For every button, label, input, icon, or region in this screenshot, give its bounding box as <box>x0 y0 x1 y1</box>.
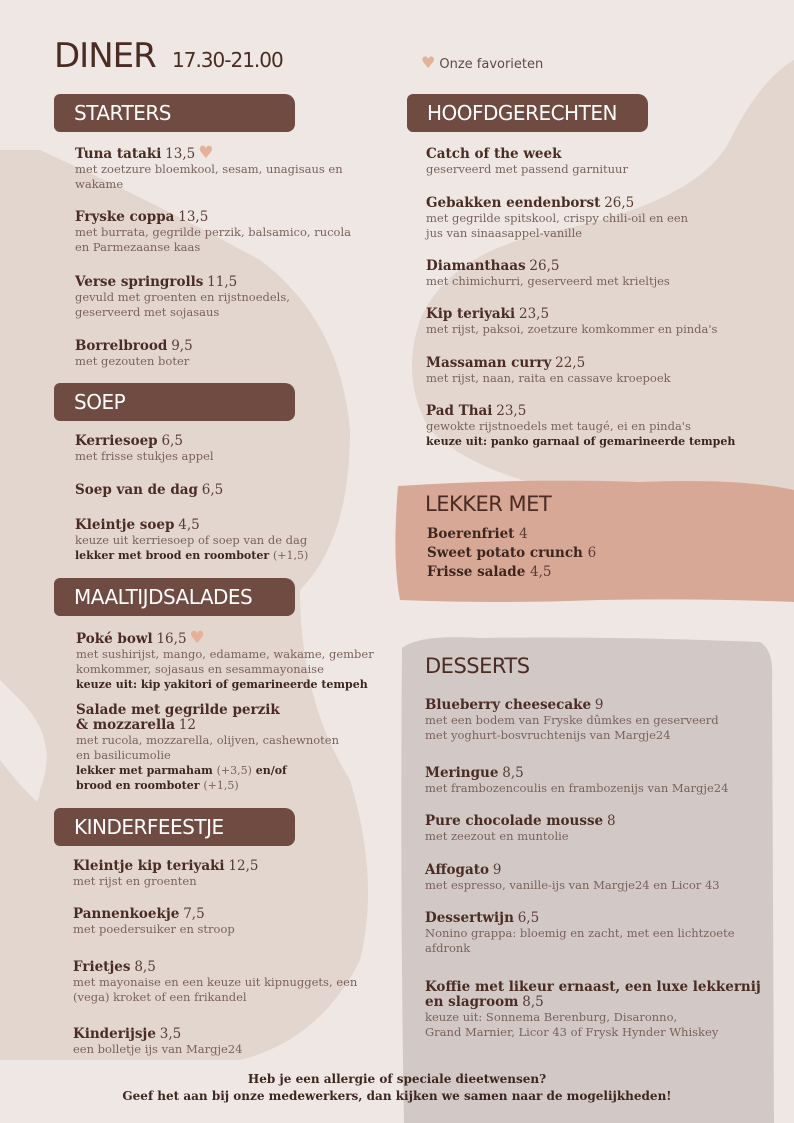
item-price: 6,5 <box>201 482 224 498</box>
item-name: & mozzarella <box>76 717 175 733</box>
item-desc: komkommer, sojasaus en sesammayonaise <box>76 662 324 676</box>
item-price: 4,5 <box>178 517 200 533</box>
item-name: Frisse salade <box>427 564 526 580</box>
menu-item <box>426 147 628 177</box>
item-extra-price: (+3,5) <box>216 764 252 777</box>
item-desc: met mayonaise en een keuze uit kipnuggets, een <box>73 975 358 989</box>
menu-item <box>426 259 670 289</box>
item-price: 8 <box>606 813 616 829</box>
item-name: Pure chocolade mousse <box>425 813 604 829</box>
item-name: Blueberry cheesecake <box>425 697 592 713</box>
item-desc: met gegrilde spitskool, crispy chili-oil en een <box>426 211 689 225</box>
item-price: 23,5 <box>518 306 550 322</box>
item-desc: keuze uit kerriesoep of soep van de dag <box>75 533 308 547</box>
item-name: Frietjes <box>73 959 131 975</box>
menu-item <box>425 863 720 893</box>
item-desc: met rucola, mozzarella, olijven, cashewnoten <box>76 733 340 747</box>
side-item <box>427 526 528 542</box>
item-name: Borrelbrood <box>75 338 168 354</box>
item-price: 6,5 <box>161 433 183 449</box>
menu-item <box>73 960 357 1005</box>
item-name: Affogato <box>425 862 489 878</box>
item-extra-price: (+1,5) <box>272 549 309 562</box>
item-name: Boerenfriet <box>427 526 515 542</box>
menu-item <box>75 143 343 192</box>
item-desc: en basilicumolie <box>76 748 171 762</box>
item-desc: keuze uit: Sonnema Berenburg, Disaronno, <box>425 1010 678 1024</box>
item-extra: lekker met parmaham <box>76 764 213 777</box>
section-lekker-met: LEKKER MET <box>425 492 552 516</box>
item-desc: met rijst, paksoi, zoetzure komkommer en pinda's <box>426 322 718 336</box>
item-name: Kleintje kip teriyaki <box>73 858 225 874</box>
item-desc: en Parmezaanse kaas <box>75 240 201 254</box>
item-desc: geserveerd met sojasaus <box>75 305 220 319</box>
section-desserts: DESSERTS <box>425 654 530 678</box>
menu-item <box>425 911 735 956</box>
allergy-note: Geef het aan bij onze medewerkers, dan kijken we samen naar de mogelijkheden! <box>122 1089 672 1103</box>
heart-icon: ♥ <box>421 53 436 72</box>
menu-item <box>426 196 688 241</box>
side-item <box>427 545 596 561</box>
item-name: Massaman curry <box>426 355 552 371</box>
item-desc: gevuld met groenten en rijstnoedels, <box>75 290 290 304</box>
item-price: 13,5 <box>178 209 209 225</box>
item-desc: met espresso, vanille-ijs van Margje24 en Licor 43 <box>425 878 720 892</box>
item-price: 7,5 <box>183 906 205 922</box>
item-extra: keuze uit: kip yakitori of gemarineerde tempeh <box>76 678 368 691</box>
item-extra: brood en roomboter <box>76 779 200 792</box>
item-price: 3,5 <box>159 1026 182 1042</box>
item-price: 4 <box>519 526 528 542</box>
item-desc: Nonino grappa: bloemig en zacht, met een lichtzoete <box>425 926 735 940</box>
item-desc: een bolletje ijs van Margje24 <box>73 1042 243 1056</box>
item-desc: met chimichurri, geserveerd met krieltjes <box>426 274 670 288</box>
item-extra: en/of <box>255 764 287 777</box>
item-price: 9 <box>492 862 502 878</box>
item-price: 12,5 <box>228 858 259 874</box>
menu-item <box>425 980 761 1040</box>
item-price: 8,5 <box>502 765 524 781</box>
item-name: Tuna tataki <box>75 146 162 162</box>
menu-item <box>73 907 235 937</box>
menu-item <box>76 628 374 692</box>
item-price: 6 <box>587 545 597 561</box>
side-item <box>427 564 552 580</box>
item-desc: met zoetzure bloemkool, sesam, unagisaus en <box>75 162 343 176</box>
item-price: 4,5 <box>530 564 552 580</box>
item-desc: (vega) kroket of een frikandel <box>73 990 247 1004</box>
item-name: Catch of the week <box>426 146 562 162</box>
item-name: en slagroom <box>425 994 519 1010</box>
menu-item <box>75 210 351 255</box>
item-name: Dessertwijn <box>425 910 514 926</box>
item-name: Kip teriyaki <box>426 306 516 322</box>
item-name: Gebakken eendenborst <box>426 195 601 211</box>
item-desc: met een bodem van Fryske dûmkes en geserveerd <box>425 713 719 727</box>
item-desc: met yoghurt-bosvruchtenijs van Margje24 <box>425 728 671 742</box>
item-price: 8,5 <box>522 994 544 1010</box>
section-kinderfeestje: KINDERFEESTJE <box>54 808 295 846</box>
item-desc: met frisse stukjes appel <box>75 449 214 463</box>
item-desc: met rijst, naan, raita en cassave kroepoek <box>426 371 671 385</box>
item-extra: keuze uit: panko garnaal of gemarineerde tempeh <box>426 435 736 448</box>
item-name: Koffie met likeur ernaast, een luxe lekkernij <box>425 979 761 995</box>
item-desc: met gezouten boter <box>75 354 190 368</box>
item-desc: met sushirijst, mango, edamame, wakame, gember <box>76 647 374 661</box>
item-price: 23,5 <box>496 403 527 419</box>
menu-item <box>75 339 193 369</box>
section-maaltijdsalades: MAALTIJDSALADES <box>54 578 295 616</box>
menu-item <box>426 356 671 386</box>
menu-item <box>425 814 616 844</box>
item-price: 22,5 <box>555 355 586 371</box>
item-extra: lekker met brood en roomboter <box>75 549 270 562</box>
item-desc: geserveerd met passend garnituur <box>426 162 628 176</box>
item-name: Salade met gegrilde perzik <box>76 702 280 718</box>
menu-item <box>75 434 214 464</box>
item-desc: met burrata, gegrilde perzik, balsamico, rucola <box>75 225 351 239</box>
item-name: Fryske coppa <box>75 209 175 225</box>
item-desc: met poedersuiker en stroop <box>73 922 235 936</box>
favorites-label: Onze favorieten <box>439 57 544 72</box>
item-name: Kinderijsje <box>73 1026 156 1042</box>
item-name: Meringue <box>425 765 499 781</box>
item-name: Kleintje soep <box>75 517 175 533</box>
menu-item <box>425 698 719 743</box>
item-price: 6,5 <box>517 910 540 926</box>
item-desc: gewokte rijstnoedels met taugé, ei en pinda's <box>426 419 691 433</box>
item-price: 16,5 <box>156 631 187 647</box>
item-price: 8,5 <box>134 959 156 975</box>
item-extra-price: (+1,5) <box>203 779 239 792</box>
item-price: 13,5 <box>165 146 196 162</box>
item-name: Diamanthaas <box>426 258 526 274</box>
menu-item <box>75 483 223 498</box>
item-desc: wakame <box>75 177 124 191</box>
menu-item <box>73 859 258 889</box>
menu-item <box>426 404 735 449</box>
menu-item <box>425 766 728 796</box>
item-name: Sweet potato crunch <box>427 545 583 561</box>
item-price: 12 <box>178 717 196 733</box>
item-desc: met rijst en groenten <box>73 874 197 888</box>
favorites-legend <box>421 53 543 72</box>
opening-hours: 17.30-21.00 <box>172 48 283 72</box>
item-name: Pad Thai <box>426 403 493 419</box>
item-desc: Grand Marnier, Licor 43 of Frysk Hynder Whiskey <box>425 1025 719 1039</box>
menu-item <box>75 275 290 320</box>
menu-item <box>426 307 717 337</box>
menu-item <box>73 1027 242 1057</box>
item-price: 11,5 <box>207 274 238 290</box>
item-name: Poké bowl <box>76 631 153 647</box>
item-name: Kerriesoep <box>75 433 158 449</box>
item-desc: met zeezout en muntolie <box>425 829 569 843</box>
section-starters: STARTERS <box>54 94 295 132</box>
item-name: Pannenkoekje <box>73 906 180 922</box>
heart-icon: ♥ <box>189 628 205 648</box>
item-name: Soep van de dag <box>75 482 198 498</box>
item-name: Verse springrolls <box>75 274 204 290</box>
menu-item <box>75 518 308 563</box>
allergy-note: Heb je een allergie of speciale dieetwensen? <box>247 1072 547 1086</box>
item-price: 26,5 <box>529 258 560 274</box>
item-price: 9 <box>594 697 604 713</box>
item-desc: jus van sinaasappel-vanille <box>426 226 583 240</box>
section-hoofdgerechten: HOOFDGERECHTEN <box>407 94 648 132</box>
section-soep: SOEP <box>54 383 295 421</box>
menu-item <box>76 703 339 793</box>
heart-icon: ♥ <box>198 143 214 163</box>
page-title: DINER <box>54 36 156 76</box>
item-price: 26,5 <box>604 195 635 211</box>
item-price: 9,5 <box>171 338 193 354</box>
item-desc: afdronk <box>425 941 471 955</box>
item-desc: met frambozencoulis en frambozenijs van Margje24 <box>425 781 729 795</box>
